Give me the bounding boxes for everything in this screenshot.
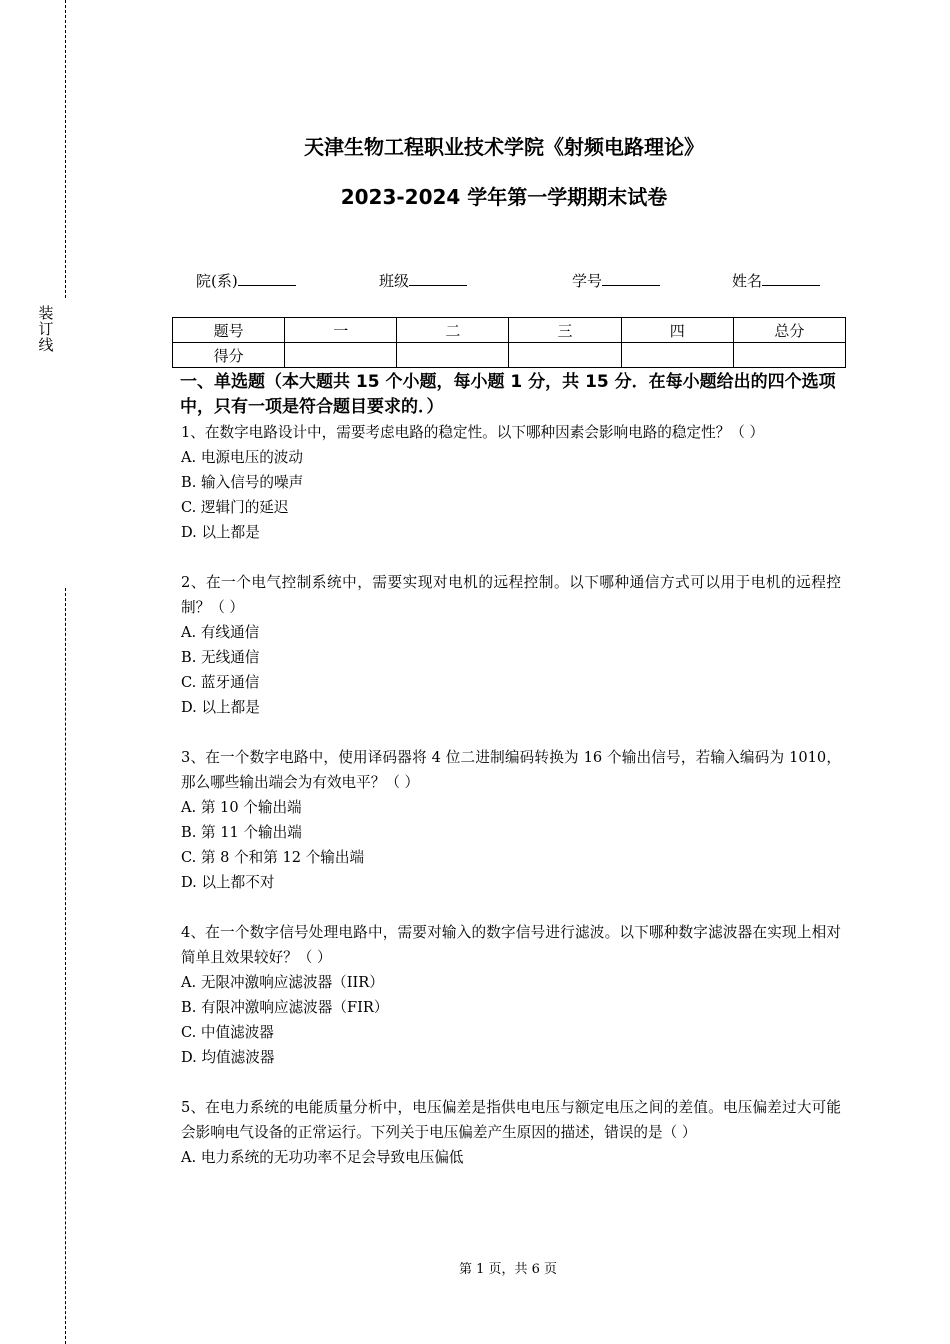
score-row-label: 得分 — [173, 343, 285, 368]
student-id-label: 学号 — [572, 272, 603, 290]
exam-content — [181, 370, 841, 1195]
class-blank[interactable] — [409, 271, 467, 286]
question-stem: 3、在一个数字电路中，使用译码器将 4 位二进制编码转换为 16 个输出信号，若输入编码为 1010，那么哪些输出端会为有效电平？（ ） — [181, 749, 841, 791]
section-title: 一、单选题（本大题共 15 个小题，每小题 1 分，共 15 分．在每小题给出的四个选项中，只有一项是符合题目要求的．） — [180, 372, 836, 417]
question — [181, 1095, 841, 1170]
exam-title-line1: 天津生物工程职业技术学院《射频电路理论》 — [304, 135, 704, 159]
question-stem: 1、在数字电路设计中，需要考虑电路的稳定性。以下哪种因素会影响电路的稳定性？（ ） — [181, 424, 765, 441]
department-field[interactable] — [196, 270, 296, 291]
question-option: A. 第 10 个输出端 — [181, 799, 302, 816]
question-option: B. 第 11 个输出端 — [181, 824, 302, 841]
question-option: C. 第 8 个和第 12 个输出端 — [181, 849, 365, 866]
question — [181, 570, 841, 720]
score-header-cell: 二 — [397, 318, 509, 343]
name-blank[interactable] — [762, 271, 820, 286]
score-header-cell: 一 — [285, 318, 397, 343]
class-field[interactable] — [379, 270, 467, 291]
student-id-field[interactable] — [572, 270, 660, 291]
question — [181, 745, 841, 895]
name-label: 姓名 — [732, 272, 763, 290]
question-stem: 2、在一个电气控制系统中，需要实现对电机的远程控制。以下哪种通信方式可以用于电机的远程控制？（ ） — [181, 574, 841, 616]
student-info-row — [0, 270, 950, 292]
score-table-header-row — [173, 318, 846, 343]
question-option: D. 均值滤波器 — [181, 1049, 275, 1066]
score-cell[interactable] — [285, 343, 397, 368]
question-option: B. 无线通信 — [181, 649, 260, 666]
question-option: C. 中值滤波器 — [181, 1024, 274, 1041]
department-label: 院(系) — [196, 272, 238, 290]
binding-label — [36, 305, 56, 353]
score-table-score-row — [173, 343, 846, 368]
class-label: 班级 — [379, 272, 410, 290]
score-cell[interactable] — [509, 343, 621, 368]
question-option: A. 有线通信 — [181, 624, 260, 641]
page-footer: 第 1 页，共 6 页 — [458, 1262, 558, 1277]
binding-char: 订 — [38, 320, 54, 338]
score-cell[interactable] — [397, 343, 509, 368]
binding-line-bottom — [65, 588, 66, 1344]
question — [181, 420, 841, 545]
question-stem: 4、在一个数字信号处理电路中，需要对输入的数字信号进行滤波。以下哪种数字滤波器在实现上相对简单且效果较好？（ ） — [181, 924, 841, 966]
score-header-cell: 四 — [621, 318, 733, 343]
binding-char: 线 — [38, 336, 54, 354]
question-option: C. 蓝牙通信 — [181, 674, 260, 691]
score-cell[interactable] — [733, 343, 845, 368]
question-option: A. 电力系统的无功功率不足会导致电压偏低 — [181, 1149, 464, 1166]
score-header-cell: 题号 — [173, 318, 285, 343]
question-option: B. 输入信号的噪声 — [181, 474, 304, 491]
question-stem: 5、在电力系统的电能质量分析中，电压偏差是指供电电压与额定电压之间的差值。电压偏差过大可能会影响电气设备的正常运行。下列关于电压偏差产生原因的描述，错误的是（ ） — [181, 1099, 841, 1141]
question-option: D. 以上都是 — [181, 699, 260, 716]
name-field[interactable] — [732, 270, 820, 291]
question-option: A. 无限冲激响应滤波器（IIR） — [181, 974, 384, 991]
question-option: D. 以上都不对 — [181, 874, 275, 891]
question-option: B. 有限冲激响应滤波器（FIR） — [181, 999, 389, 1016]
binding-char: 装 — [38, 304, 54, 322]
question-option: C. 逻辑门的延迟 — [181, 499, 289, 516]
exam-title-line2: 2023-2024 学年第一学期期末试卷 — [340, 185, 668, 209]
question — [181, 920, 841, 1070]
question-option: A. 电源电压的波动 — [181, 449, 303, 466]
score-table — [172, 317, 846, 368]
question-option: D. 以上都是 — [181, 524, 260, 541]
score-header-cell: 三 — [509, 318, 621, 343]
score-cell[interactable] — [621, 343, 733, 368]
department-blank[interactable] — [238, 271, 296, 286]
student-id-blank[interactable] — [602, 271, 660, 286]
score-header-cell: 总分 — [733, 318, 845, 343]
